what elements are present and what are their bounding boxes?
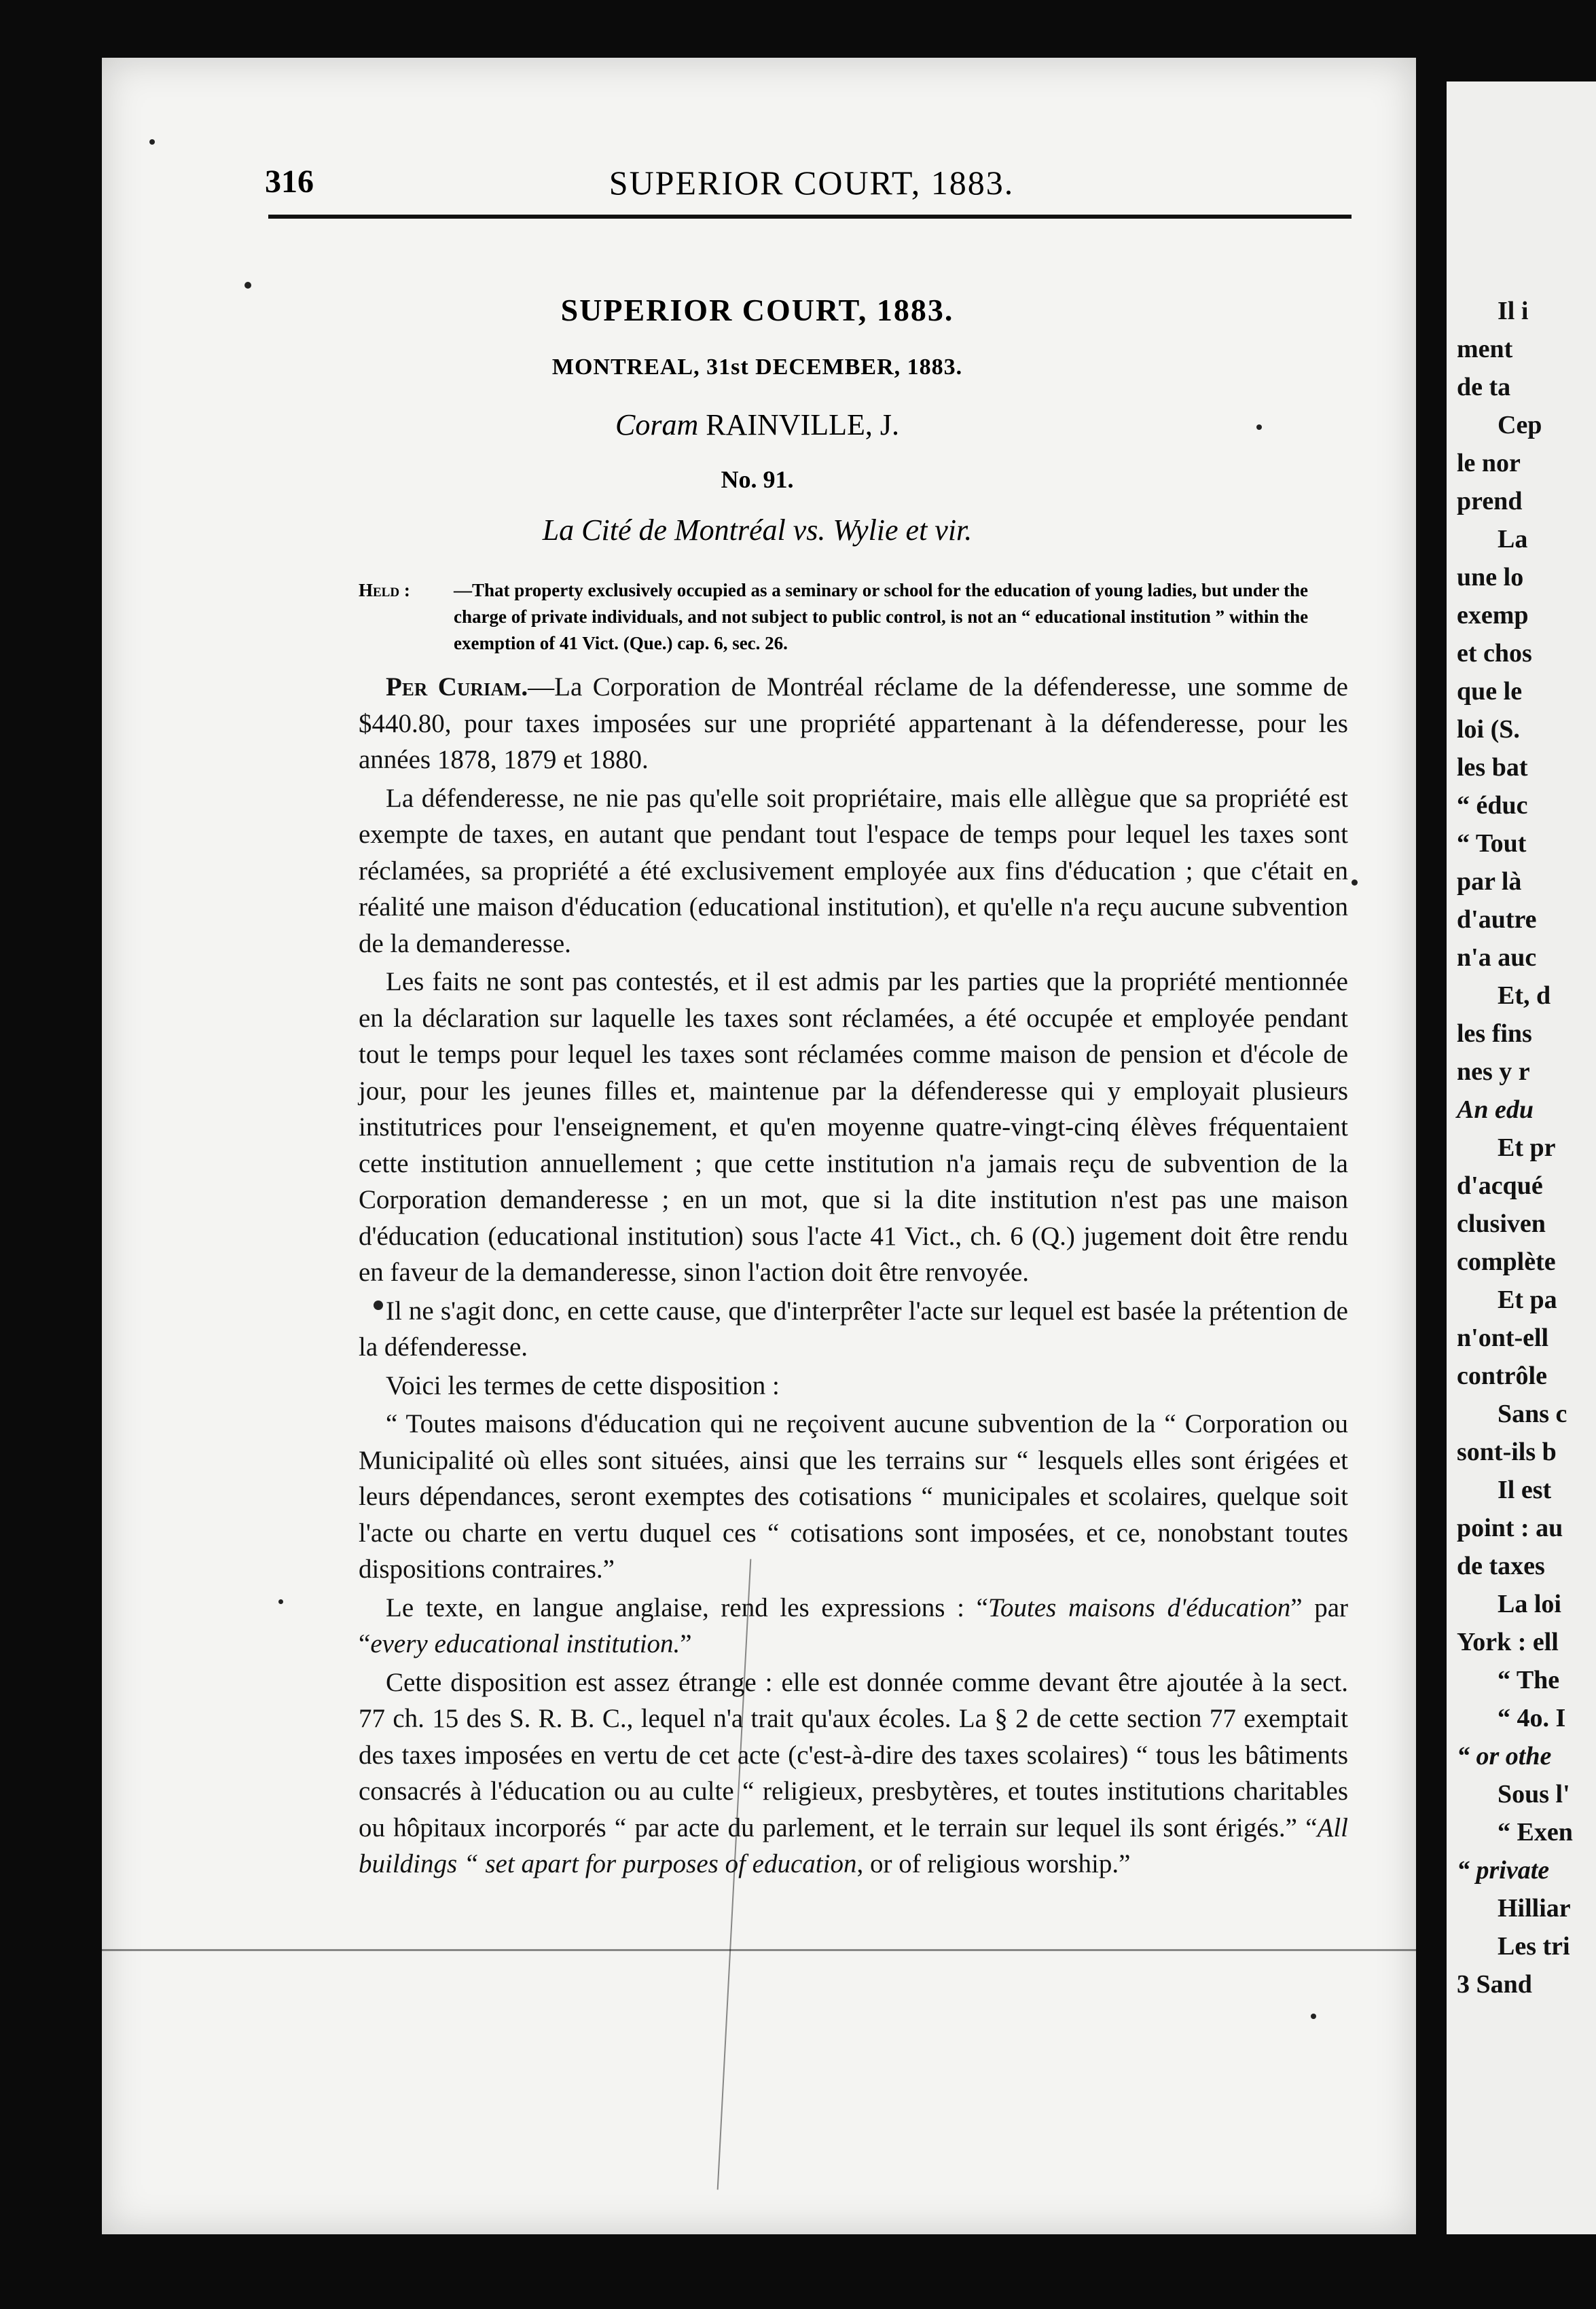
facing-page-line: que le (1457, 677, 1523, 706)
facing-page-line: les fins (1457, 1019, 1532, 1048)
facing-page-line: n'ont-ell (1457, 1324, 1549, 1352)
facing-page-line: les bat (1457, 753, 1528, 782)
facing-page-line: de ta (1457, 373, 1511, 401)
facing-page-line: Hilliar (1498, 1894, 1571, 1923)
facing-page-line: Et pa (1498, 1286, 1557, 1314)
running-head: SUPERIOR COURT, 1883. (609, 164, 1015, 202)
facing-page-line: “ private (1457, 1856, 1550, 1885)
facing-page-line: exemp (1457, 601, 1529, 630)
case-number: No. 91. (721, 466, 794, 493)
paragraph-7: Le texte, en langue anglaise, rend les expressions : “Toutes maisons d'éducation” par “every educational institution.” (359, 1593, 1348, 1658)
held-text: —That property exclusively occupied as a seminary or school for the education of young ladies, but under the charge of private individuals, and not subject to public control, is not an “ educational institution ” within the exemption of 41 Vict. (Que.) cap. 6, sec. 26. (454, 580, 1309, 653)
paragraph-3: Les faits ne sont pas contestés, et il est admis par les parties que la propriété mentionnée en la déclaration sur laquelle les taxes sont réclamées, a été occupée et employée pendant tout le temps pour lequel les taxes sont réclamées comme maison de pension et d'école de jour, pour les jeunes filles et, maintenue par la défenderesse qui y employait plusieurs institutrices pour l'enseignement, et qu'en moyenne quatre-vingt-cinq élèves fréquentaient cette institution annuellement ; que cette institution n'a jamais reçu de subvention de la Corporation demanderesse ; en un mot, que si la dite institution n'est pas une maison d'éducation (educational institution) sous l'acte 41 Vict., ch. 6 (Q.) jugement doit être rendu en faveur de la demanderesse, sinon l'action doit être renvoyée. (359, 967, 1348, 1287)
coram-line (102, 407, 1413, 442)
facing-page-line: clusiven (1457, 1210, 1546, 1238)
court-heading: SUPERIOR COURT, 1883. (560, 293, 954, 327)
facing-page-line: Et pr (1498, 1133, 1556, 1162)
facing-page-line: “ or othe (1457, 1742, 1552, 1770)
judge-name: RAINVILLE, J. (706, 408, 899, 441)
facing-page-line: York : ell (1457, 1628, 1559, 1656)
facing-page-line: sont-ils b (1457, 1438, 1557, 1466)
facing-page-line: et chos (1457, 639, 1532, 668)
case-date: MONTREAL, 31st DECEMBER, 1883. (551, 354, 963, 380)
facing-page-line: “ Exen (1498, 1818, 1573, 1847)
facing-page-line: contrôle (1457, 1362, 1547, 1390)
facing-page-line: Il est (1498, 1476, 1552, 1504)
facing-page-line: complète (1457, 1248, 1556, 1276)
page-number: 316 (265, 164, 314, 200)
facing-page-line: Cep (1498, 411, 1542, 439)
facing-page-line: “ The (1498, 1666, 1560, 1694)
paragraph-5: Voici les termes de cette disposition : (386, 1370, 780, 1400)
facing-page-line: nes y r (1457, 1057, 1530, 1086)
case-parties: La Cité de Montréal vs. Wylie et vir. (542, 513, 973, 547)
statute-quote: “ Toutes maisons d'éducation qui ne reçoivent aucune subvention de la “ Corporation ou Municipalité où elles sont situées, ainsi que les terrains sur “ lesquels elles sont érigées et leurs dépendances, seront exemptes des cotisations “ municipales et scolaires, quelque soit l'acte ou charte en vertu duquel ces “ cotisations sont imposées, et ce, nonobstant toutes dispositions contraires.” (359, 1409, 1348, 1584)
facing-page-line: par là (1457, 867, 1522, 896)
facing-page-line: An edu (1457, 1095, 1534, 1124)
paragraph-2: La défenderesse, ne nie pas qu'elle soit propriétaire, mais elle allègue que sa propriété est exempte de taxes, en autant que pendant tout l'espace de temps pour lequel les taxes sont réclamées, sa propriété a été exclusivement employée aux fins d'éducation ; que c'était en réalité une maison d'éducation (educational institution), et qu'elle n'a reçu aucune subvention de la demanderesse. (359, 783, 1348, 958)
facing-page-column (1457, 292, 1596, 2003)
facing-page-line: “ Tout (1457, 829, 1527, 858)
judgment-body (359, 669, 1348, 1885)
held-label: Held : (359, 580, 410, 600)
facing-page-line: le nor (1457, 449, 1521, 477)
facing-page-line: prend (1457, 487, 1523, 515)
facing-page-line: point : au (1457, 1514, 1563, 1542)
facing-page-line: Sous l' (1498, 1780, 1570, 1808)
facing-page-line: ment (1457, 335, 1513, 363)
paragraph-4: Il ne s'agit donc, en cette cause, que d'interprêter l'acte sur lequel est basée la prétention de la défenderesse. (359, 1296, 1348, 1362)
facing-page-line: “ éduc (1457, 791, 1528, 820)
paragraph-8: Cette disposition est assez étrange : elle est donnée comme devant être ajoutée à la sect. 77 ch. 15 des S. R. B. C., lequel n'a trait qu'aux écoles. La § 2 de cette section 77 exemptait des taxes imposées en vertu de cet acte (c'est-à-dire des taxes scolaires) “ tous les bâtiments consacrés à l'éducation ou au culte “ religieux, presbytères, et toutes institutions charitables ou hôpitaux incorporés “ par acte du parlement, et le terrain sur lequel ils sont érigés.” “All buildings “ set apart for purposes of education, or of religious worship.” (359, 1667, 1348, 1878)
header-rule (268, 215, 1352, 219)
facing-page-line: d'autre (1457, 905, 1537, 934)
coram-word: Coram (615, 408, 699, 441)
facing-page-line: de taxes (1457, 1552, 1545, 1580)
per-curiam: Per Curiam. (386, 672, 528, 702)
held-headnote (359, 577, 1347, 657)
facing-page-line: Et, d (1498, 981, 1551, 1010)
facing-page-line: d'acqué (1457, 1171, 1543, 1200)
facing-page-line: n'a auc (1457, 943, 1537, 972)
facing-page-line: une lo (1457, 563, 1524, 592)
facing-page-line: La (1498, 525, 1528, 553)
facing-page-line: “ 4o. I (1498, 1704, 1566, 1732)
facing-page-line: loi (S. (1457, 715, 1520, 744)
facing-page-line: Les tri (1498, 1932, 1570, 1961)
facing-page-line: La loi (1498, 1590, 1561, 1618)
facing-page-line: Il i (1498, 297, 1529, 325)
facing-page-line: Sans c (1498, 1400, 1567, 1428)
facing-page-line: 3 Sand (1457, 1970, 1532, 1999)
paragraph-1: Per Curiam.—La Corporation de Montréal réclame de la défenderesse, une somme de $440.80, pour taxes imposées sur une propriété appartenant à la défenderesse, pour les années 1878, 1879 et 1880. (359, 672, 1348, 774)
